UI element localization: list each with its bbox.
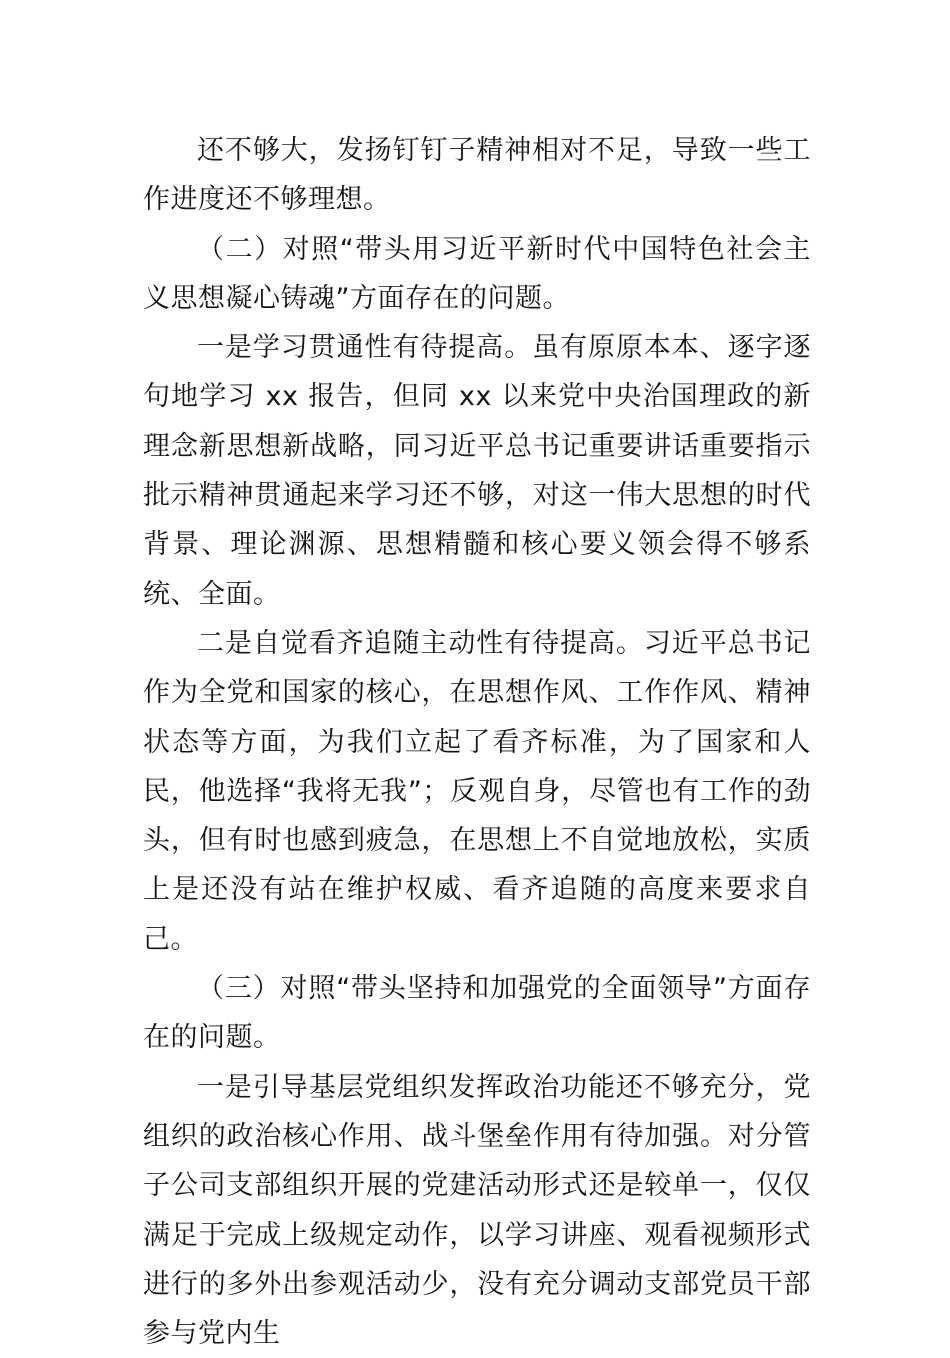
document-body: [143, 126, 811, 1358]
section-heading-3: （三）对照“带头坚持和加强党的全面领导”方面存在的问题。: [143, 973, 811, 1054]
paragraph-study-integration: 一是学习贯通性有待提高。虽有原原本本、逐字逐句地学习 xx 报告，但同 xx 以来党中央治国理政的新理念新思想新战略，同习近平总书记重要讲话重要指示批示精神贯通起来学习还不够，对这一伟大思想的时代背景、理论渊源、思想精髓和核心要义领会得不够系统、全面。: [143, 332, 811, 610]
paragraph-continuation: 还不够大，发扬钉钉子精神相对不足，导致一些工作进度还不够理想。: [143, 135, 811, 216]
section-heading-2: （二）对照“带头用习近平新时代中国特色社会主义思想凝心铸魂”方面存在的问题。: [143, 233, 811, 314]
paragraph-self-alignment: 二是自觉看齐追随主动性有待提高。习近平总书记作为全党和国家的核心，在思想作风、工作作风、精神状态等方面，为我们立起了看齐标准，为了国家和人民，他选择“我将无我”；反观自身，尽管也有工作的劲头，但有时也感到疲急，在思想上不自觉地放松，实质上是还没有站在维护权威、看齐追随的高度来要求自己。: [143, 627, 811, 955]
paragraph-grassroots-organization: 一是引导基层党组织发挥政治功能还不够充分，党组织的政治核心作用、战斗堡垒作用有待加强。对分管子公司支部组织开展的党建活动形式还是较单一，仅仅满足于完成上级规定动作，以学习讲座、观看视频形式进行的多外出参观活动少，没有充分调动支部党员干部参与党内生: [143, 1071, 811, 1350]
